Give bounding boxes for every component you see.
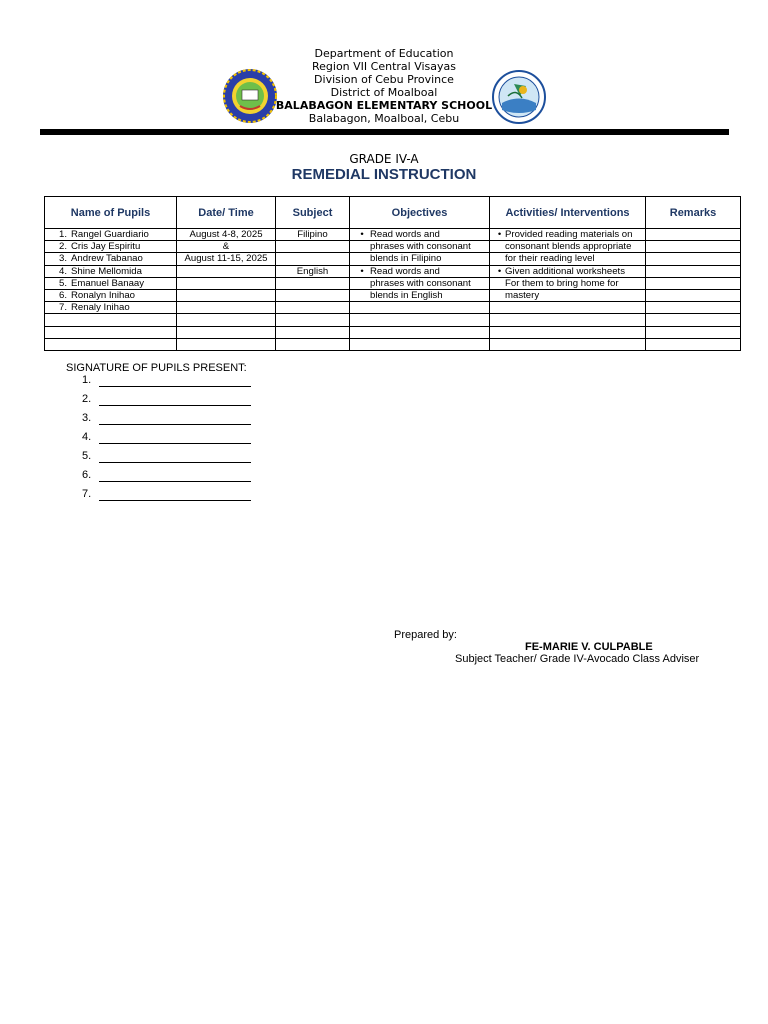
pupil-name: Ronalyn Inihao bbox=[71, 290, 136, 302]
grade-label: GRADE IV-A bbox=[349, 152, 419, 166]
pupil-name: Shine Mellomida bbox=[71, 265, 142, 277]
signature-number: 5. bbox=[82, 450, 92, 462]
column-header-remarks: Remarks bbox=[646, 197, 741, 229]
preparer-name: FE-MARIE V. CULPABLE bbox=[525, 641, 653, 653]
pupil-number: 2. bbox=[58, 241, 67, 253]
remarks-cell bbox=[646, 314, 741, 326]
remarks-cell bbox=[646, 338, 741, 350]
objective-cell bbox=[350, 314, 490, 326]
signature-number: 3. bbox=[82, 412, 92, 424]
pupil-number: 3. bbox=[58, 253, 67, 265]
subject-cell bbox=[276, 277, 350, 289]
table-row bbox=[45, 338, 741, 350]
subject-cell bbox=[276, 326, 350, 338]
header-division: Division of Cebu Province bbox=[314, 73, 454, 86]
pupil-name: Rangel Guardiario bbox=[71, 229, 149, 241]
header-region: Region VII Central Visayas bbox=[311, 60, 456, 73]
school-seal-logo bbox=[222, 68, 278, 124]
objective-text: phrases with consonant bbox=[370, 277, 471, 289]
table-row bbox=[45, 289, 741, 301]
activity-text: Provided reading materials on bbox=[505, 229, 633, 241]
signature-line bbox=[99, 462, 251, 463]
date-cell bbox=[177, 265, 276, 277]
pupil-name-cell bbox=[45, 229, 177, 241]
signature-number: 7. bbox=[82, 488, 92, 500]
objective-text: blends in English bbox=[370, 290, 443, 302]
objective-cell bbox=[350, 289, 490, 301]
signature-line bbox=[99, 405, 251, 406]
activity-text: for their reading level bbox=[505, 253, 595, 265]
signature-number: 4. bbox=[82, 431, 92, 443]
activity-cell bbox=[490, 302, 646, 314]
remarks-cell bbox=[646, 229, 741, 241]
date-cell bbox=[177, 314, 276, 326]
signature-number: 1. bbox=[82, 374, 92, 386]
pupil-name: Cris Jay Espiritu bbox=[71, 241, 141, 253]
signature-line bbox=[99, 386, 251, 387]
column-header-objectives: Objectives bbox=[350, 197, 490, 229]
bullet: • bbox=[360, 229, 364, 241]
objective-cell bbox=[350, 326, 490, 338]
signature-row bbox=[82, 450, 94, 462]
table-row bbox=[45, 229, 741, 241]
table-row bbox=[45, 241, 741, 253]
date-cell bbox=[177, 302, 276, 314]
pupil-name-cell bbox=[45, 314, 177, 326]
remarks-cell bbox=[646, 302, 741, 314]
date-cell: August 4-8, 2025 bbox=[177, 229, 276, 241]
preparer-role: Subject Teacher/ Grade IV-Avocado Class Adviser bbox=[455, 653, 700, 665]
signature-row bbox=[82, 412, 94, 424]
pupil-name: Renaly Inihao bbox=[71, 302, 130, 314]
activity-cell bbox=[490, 253, 646, 265]
pupil-number: 7. bbox=[58, 302, 67, 314]
objective-cell bbox=[350, 302, 490, 314]
prepared-by-label: Prepared by: bbox=[394, 629, 457, 641]
remarks-cell bbox=[646, 253, 741, 265]
column-header-date: Date/ Time bbox=[177, 197, 276, 229]
signature-line bbox=[99, 424, 251, 425]
remarks-cell bbox=[646, 241, 741, 253]
subject-cell: English bbox=[276, 265, 350, 277]
pupil-name-cell bbox=[45, 338, 177, 350]
objective-text: Read words and bbox=[370, 229, 440, 241]
table-header-row bbox=[45, 197, 741, 229]
remarks-cell bbox=[646, 265, 741, 277]
signature-row bbox=[82, 469, 94, 481]
date-cell: August 11-15, 2025 bbox=[177, 253, 276, 265]
signature-line bbox=[99, 481, 251, 482]
date-cell: & bbox=[177, 241, 276, 253]
activity-text: Given additional worksheets bbox=[505, 265, 625, 277]
activity-cell bbox=[490, 277, 646, 289]
signature-row bbox=[82, 393, 94, 405]
objective-cell bbox=[350, 229, 490, 241]
table-row bbox=[45, 253, 741, 265]
date-cell bbox=[177, 289, 276, 301]
activity-text: mastery bbox=[505, 290, 540, 302]
objective-cell bbox=[350, 338, 490, 350]
signature-number: 6. bbox=[82, 469, 92, 481]
activity-cell bbox=[490, 265, 646, 277]
bullet: • bbox=[497, 265, 502, 277]
bullet: • bbox=[497, 229, 502, 241]
remarks-cell bbox=[646, 277, 741, 289]
activity-cell bbox=[490, 289, 646, 301]
pupil-name-cell bbox=[45, 265, 177, 277]
activity-text: consonant blends appropriate bbox=[505, 241, 632, 253]
remarks-cell bbox=[646, 289, 741, 301]
remedial-table bbox=[44, 196, 741, 351]
subject-cell bbox=[276, 241, 350, 253]
pupil-name-cell bbox=[45, 253, 177, 265]
table-row bbox=[45, 265, 741, 277]
division-seal-logo bbox=[492, 70, 546, 124]
signature-line bbox=[99, 443, 251, 444]
column-header-subject: Subject bbox=[276, 197, 350, 229]
objective-cell bbox=[350, 277, 490, 289]
date-cell bbox=[177, 326, 276, 338]
table-row bbox=[45, 314, 741, 326]
signature-row bbox=[82, 431, 94, 443]
activity-cell bbox=[490, 338, 646, 350]
subject-cell: Filipino bbox=[276, 229, 350, 241]
subject-cell bbox=[276, 302, 350, 314]
signature-line bbox=[99, 500, 251, 501]
subject-cell bbox=[276, 289, 350, 301]
table-row bbox=[45, 326, 741, 338]
pupil-name: Andrew Tabanao bbox=[71, 253, 143, 265]
pupil-number: 4. bbox=[58, 265, 67, 277]
objective-text: Read words and bbox=[370, 265, 440, 277]
signature-heading: SIGNATURE OF PUPILS PRESENT: bbox=[66, 362, 247, 374]
pupil-name-cell bbox=[45, 302, 177, 314]
date-cell bbox=[177, 338, 276, 350]
date-cell bbox=[177, 277, 276, 289]
header-district: District of Moalboal bbox=[330, 86, 438, 99]
column-header-activities: Activities/ Interventions bbox=[490, 197, 646, 229]
subject-cell bbox=[276, 253, 350, 265]
objective-cell bbox=[350, 265, 490, 277]
header-school-name: BALABAGON ELEMENTARY SCHOOL bbox=[275, 99, 493, 112]
pupil-name-cell bbox=[45, 277, 177, 289]
pupil-number: 5. bbox=[58, 277, 67, 289]
table-row bbox=[45, 277, 741, 289]
header-divider bbox=[40, 129, 729, 135]
pupil-name-cell bbox=[45, 289, 177, 301]
activity-text: For them to bring home for bbox=[505, 277, 619, 289]
pupil-name-cell bbox=[45, 241, 177, 253]
signature-number: 2. bbox=[82, 393, 92, 405]
activity-cell bbox=[490, 241, 646, 253]
subject-cell bbox=[276, 338, 350, 350]
pupil-number: 6. bbox=[58, 290, 67, 302]
bullet: • bbox=[360, 265, 364, 277]
remarks-cell bbox=[646, 326, 741, 338]
signature-row bbox=[82, 374, 94, 386]
activity-cell bbox=[490, 326, 646, 338]
objective-text: phrases with consonant bbox=[370, 241, 471, 253]
column-header-name: Name of Pupils bbox=[45, 197, 177, 229]
objective-cell bbox=[350, 241, 490, 253]
pupil-name-cell bbox=[45, 326, 177, 338]
objective-cell bbox=[350, 253, 490, 265]
subject-cell bbox=[276, 314, 350, 326]
signature-row bbox=[82, 488, 94, 500]
table-row bbox=[45, 302, 741, 314]
objective-text: blends in Filipino bbox=[370, 253, 442, 265]
header-address: Balabagon, Moalboal, Cebu bbox=[308, 112, 460, 125]
activity-cell bbox=[490, 314, 646, 326]
pupil-name: Emanuel Banaay bbox=[71, 277, 145, 289]
header-department: Department of Education bbox=[314, 47, 454, 60]
pupil-number: 1. bbox=[58, 229, 67, 241]
document-title: REMEDIAL INSTRUCTION bbox=[291, 166, 477, 183]
activity-cell bbox=[490, 229, 646, 241]
